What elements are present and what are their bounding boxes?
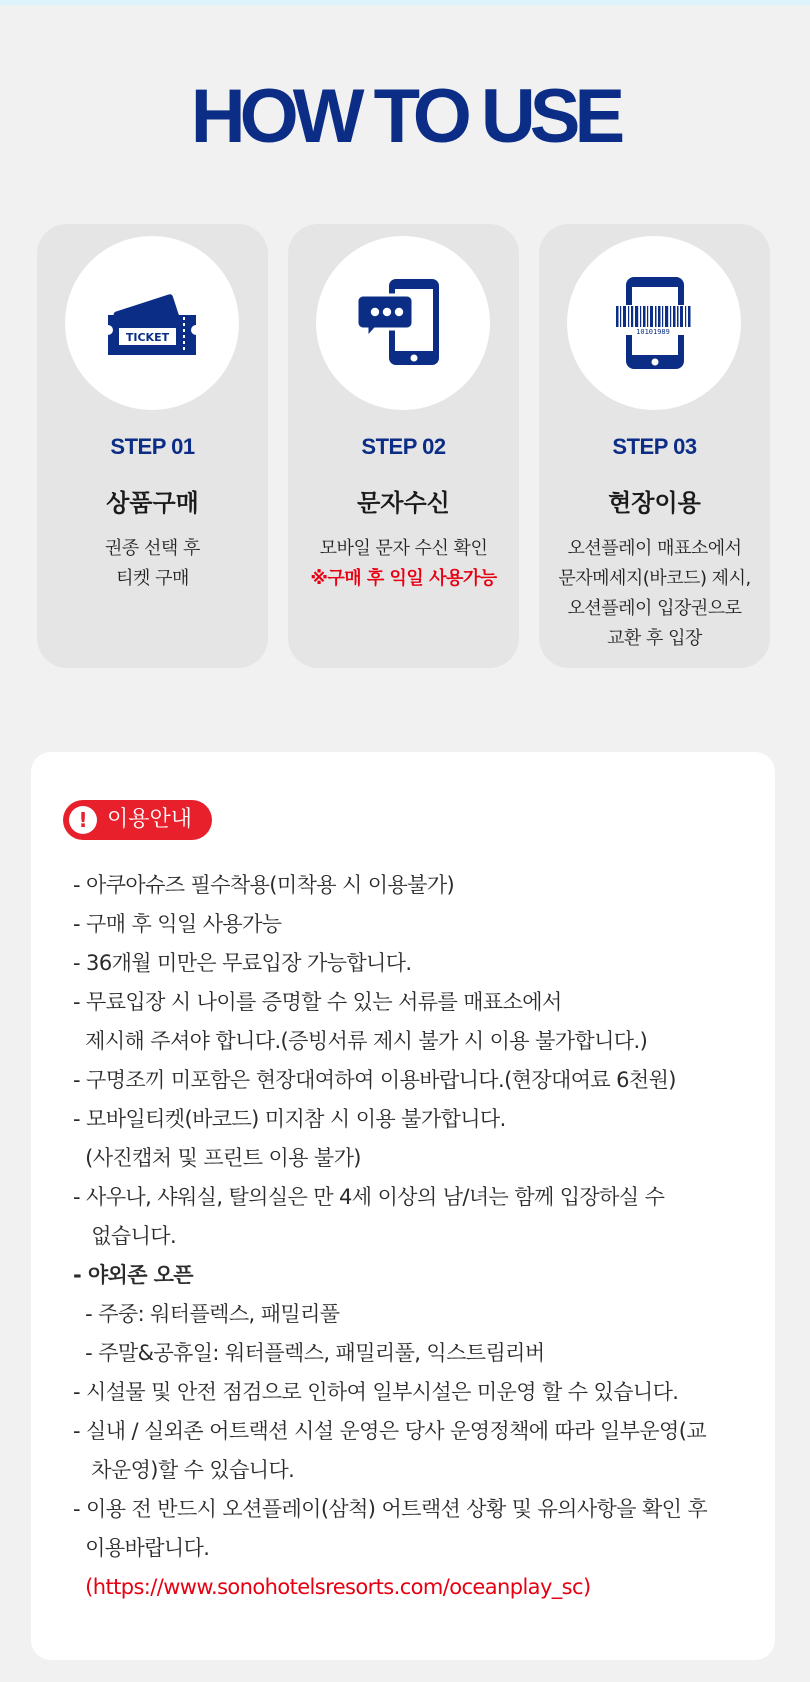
step-description: 권종 선택 후 티켓 구매 [105,538,200,589]
exclamation-icon: ! [69,806,97,834]
svg-text:10101989: 10101989 [636,328,670,336]
notice-line: 차운영)할 수 있습니다. [73,1458,295,1482]
svg-text:TICKET: TICKET [125,331,170,344]
step-icon-circle [567,236,741,410]
outdoor-zone-heading: - 야외존 오픈 [73,1263,193,1287]
step-title: 문자수신 [357,489,450,517]
step-card-3 [539,224,770,668]
notice-line: - 모바일티켓(바코드) 미지참 시 이용 불가합니다. [73,1107,506,1131]
notice-line: (사진캡처 및 프린트 이용 불가) [73,1146,361,1170]
usage-notice-badge [63,800,212,840]
next-day-notice: ※구매 후 익일 사용가능 [310,568,497,589]
step-number: STEP 01 [110,434,195,459]
step-icon-circle [316,236,490,410]
steps-section [37,224,770,668]
ticket-icon [102,273,202,373]
step-description: 모바일 문자 수신 확인 ※구매 후 익일 사용가능 [288,534,519,594]
notice-line: - 사우나, 샤워실, 탈의실은 만 4세 이상의 남/녀는 함께 입장하실 수 [73,1185,665,1209]
step-title: 상품구매 [106,489,199,517]
step-card-2 [288,224,519,668]
notice-line: - 이용 전 반드시 오션플레이(삼척) 어트랙션 상황 및 유의사항을 확인 후 [73,1497,708,1521]
notice-line: 이용바랍니다. [73,1536,210,1560]
page-title: HOW TO USE [190,74,620,159]
notice-line: - 아쿠아슈즈 필수착용(미착용 시 이용불가) [73,873,455,897]
top-accent-bar [0,0,810,5]
step-icon-circle [65,236,239,410]
usage-notice-panel [31,752,775,1660]
step-card-1 [37,224,268,668]
notice-line: - 구매 후 익일 사용가능 [73,912,282,936]
step-number: STEP 03 [612,434,697,459]
notice-line: - 36개월 미만은 무료입장 가능합니다. [73,951,412,975]
notice-line: - 무료입장 시 나이를 증명할 수 있는 서류를 매표소에서 [73,990,562,1014]
notice-list [73,866,773,1607]
step-description: 오션플레이 매표소에서 문자메세지(바코드) 제시, 오션플레이 입장권으로 교환 후 입장 [558,538,751,649]
mobile-barcode-icon [604,273,704,373]
notice-line: - 주말&공휴일: 워터플렉스, 패밀리풀, 익스트림리버 [73,1341,545,1365]
notice-line: 제시해 주셔야 합니다.(증빙서류 제시 불가 시 이용 불가합니다.) [73,1029,648,1053]
badge-label: 이용안내 [107,807,193,832]
notice-line: 없습니다. [73,1224,177,1248]
step-title: 현장이용 [608,489,701,517]
oceanplay-link[interactable]: (https://www.sonohotelsresorts.com/oceanplay_sc) [73,1575,591,1599]
notice-line: - 주중: 워터플렉스, 패밀리풀 [73,1302,340,1326]
notice-line: - 구명조끼 미포함은 현장대여하여 이용바랍니다.(현장대여료 6천원) [73,1068,676,1092]
notice-line: - 시설물 및 안전 점검으로 인하여 일부시설은 미운영 할 수 있습니다. [73,1380,679,1404]
step-number: STEP 02 [361,434,446,459]
mobile-message-icon [353,273,453,373]
notice-line: - 실내 / 실외존 어트랙션 시설 운영은 당사 운영정책에 따라 일부운영(교 [73,1419,707,1443]
